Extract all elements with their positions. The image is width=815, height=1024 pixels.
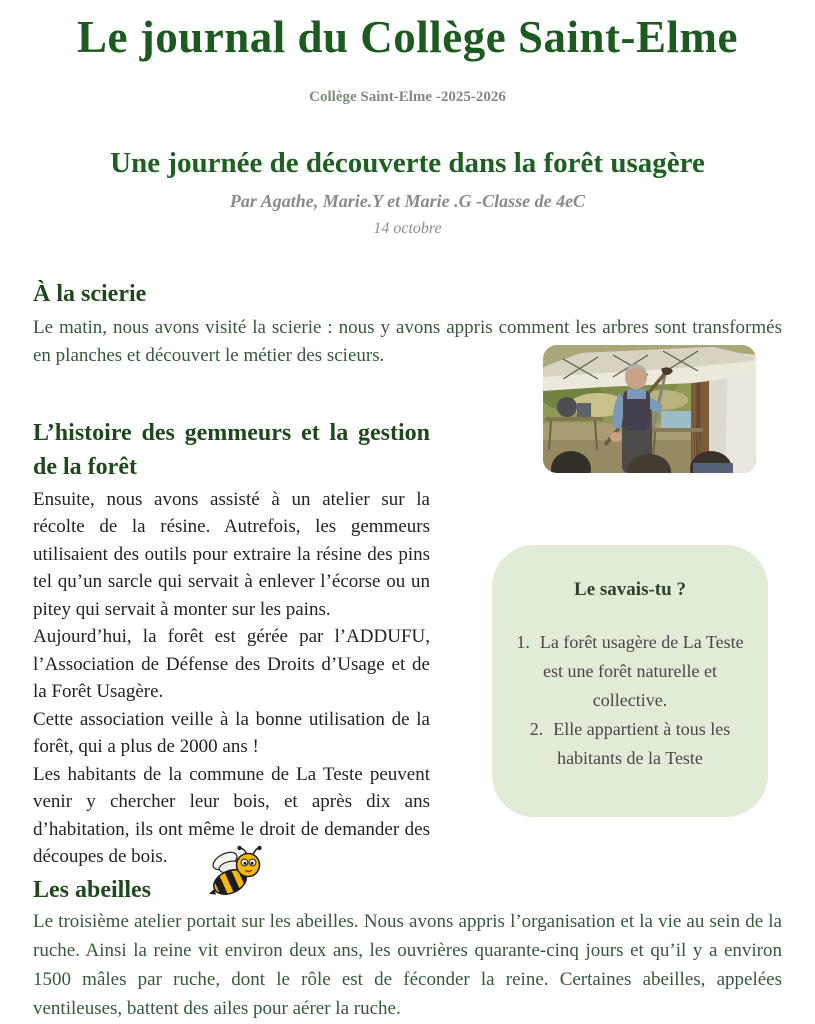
article-title: Une journée de découverte dans la forêt usagère — [110, 146, 705, 179]
list-number: 2. — [529, 719, 544, 739]
left-column — [33, 416, 430, 871]
paragraph-abeilles: Le troisième atelier portait sur les abeilles. Nous avons appris l’organisation et la vie au sein de la ruche. Ainsi la reine vit environ deux ans, les ouvrières quarante-cinq jours et qu’il y a environ 1500 mâles par ruche, dont le rôle est de féconder la reine. Certaines abeilles, appelées ventileuses, battent des ailes pour aérer la ruche. — [33, 911, 782, 1020]
article-byline: Par Agathe, Marie.Y et Marie .G -Classe de 4eC — [229, 191, 586, 212]
list-text: La forêt usagère de La Teste est une forêt naturelle et collective. — [539, 632, 744, 710]
section-heading-abeilles: Les abeilles — [33, 876, 151, 903]
did-you-know-item — [510, 715, 750, 773]
section-heading-gemmeurs: L’histoire des gemmeurs et la gestion de la forêt — [33, 419, 430, 480]
paragraph-gemmeurs-4: Les habitants de la commune de La Teste peuvent venir y chercher leur bois, et après dix ans d’habitation, ils ont même le droit de demander des découpes de bois. — [33, 763, 430, 868]
workshop-photo-illustration — [543, 345, 756, 473]
paragraph-scierie: Le matin, nous avons visité la scierie : nous y avons appris comment les arbres sont transformés en planches et découvert le métier des scieurs. — [33, 316, 782, 366]
bee-clipart-icon — [203, 845, 265, 897]
bee-icon-drawing — [203, 845, 265, 897]
did-you-know-title: Le savais-tu ? — [574, 579, 686, 600]
list-number: 1. — [516, 632, 530, 652]
paragraph-gemmeurs-1: Ensuite, nous avons assisté à un atelier sur la récolte de la résine. Autrefois, les gemmeurs utilisaient des outils pour extraire la résine des pins tel qu’un sarcle qui servait à enlever l’écorse ou un pitey qui servait à monter sur les pains. — [33, 488, 430, 620]
list-text: Elle appartient à tous les habitants de la Teste — [553, 719, 731, 768]
journal-subtitle: Collège Saint-Elme -2025-2026 — [309, 89, 506, 106]
workshop-photo — [543, 345, 756, 473]
section-heading-scierie: À la scierie — [33, 281, 147, 308]
did-you-know-item — [510, 628, 750, 715]
did-you-know-list — [510, 628, 750, 773]
did-you-know-box — [492, 545, 768, 817]
article-date: 14 octobre — [373, 219, 442, 237]
paragraph-gemmeurs-2: Aujourd’hui, la forêt est gérée par l’ADDUFU, l’Association de Défense des Droits d’Usage et de la Forêt Usagère. — [33, 626, 430, 703]
paragraph-gemmeurs-3: Cette association veille à la bonne utilisation de la forêt, qui a plus de 2000 ans ! — [33, 708, 430, 758]
journal-title: Le journal du Collège Saint-Elme — [76, 12, 738, 62]
